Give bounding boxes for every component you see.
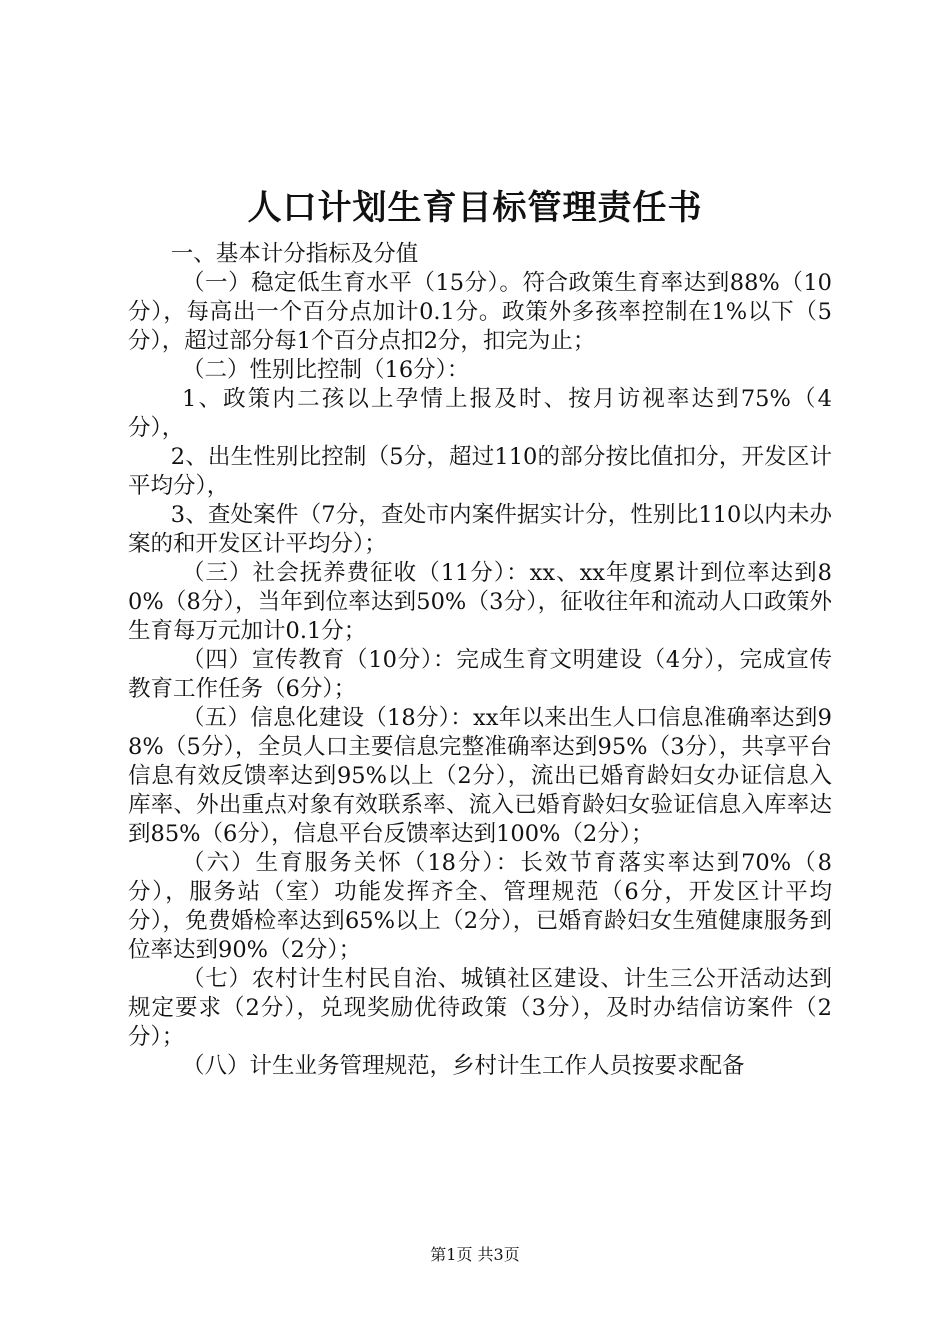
page-footer: 第1页 共3页: [430, 1245, 520, 1264]
paragraph-pregnancy-report: 1、政策内二孩以上孕情上报及时、按月访视率达到75%（4分），: [128, 386, 832, 441]
paragraph-birth-services: （六）生育服务关怀（18分）：长效节育落实率达到70%（8分），服务站（室）功能发挥齐全、管理规范（6分，开发区计平均分），免费婚检率达到65%以上（2分），已婚育龄妇女生殖健康服务到位率达到90%（2分）；: [128, 850, 832, 963]
paragraph-village-autonomy: （七）农村计生村民自治、城镇社区建设、计生三公开活动达到规定要求（2分），兑现奖励优待政策（3分），及时办结信访案件（2分）；: [128, 966, 832, 1050]
paragraph-birth-sex-ratio: 2、出生性别比控制（5分，超过110的部分按比值扣分，开发区计平均分），: [128, 444, 832, 499]
paragraph-social-fee: （三）社会抚养费征收（11分）：xx、xx年度累计到位率达到80%（8分），当年到位率达到50%（3分），征收往年和流动人口政策外生育每万元加计0.1分；: [128, 560, 832, 644]
document-body: [128, 240, 832, 1081]
paragraph-sex-ratio-heading: （二）性别比控制（16分）：: [182, 357, 470, 383]
section-heading-basic-scoring: 一、基本计分指标及分值: [170, 241, 419, 267]
paragraph-case-handling: 3、查处案件（7分，查处市内案件据实计分，性别比110以内未办案的和开发区计平均分）；: [128, 502, 832, 557]
document-title: 人口计划生育目标管理责任书: [247, 188, 703, 228]
paragraph-informatization: （五）信息化建设（18分）：xx年以来出生人口信息准确率达到98%（5分），全员人口主要信息完整准确率达到95%（3分），共享平台信息有效反馈率达到95%以上（2分），流出已婚育龄妇女办证信息入库率、外出重点对象有效联系率、流入已婚育龄妇女验证信息入库率达到85%（6分），信息平台反馈率达到100%（2分）；: [128, 705, 832, 847]
paragraph-publicity: （四）宣传教育（10分）：完成生育文明建设（4分），完成宣传教育工作任务（6分）；: [128, 647, 832, 702]
paragraph-management: （八）计生业务管理规范，乡村计生工作人员按要求配备: [182, 1053, 745, 1079]
paragraph-low-fertility: （一）稳定低生育水平（15分）。符合政策生育率达到88%（10分），每高出一个百分点加计0.1分。政策外多孩率控制在1%以下（5分），超过部分每1个百分点扣2分，扣完为止；: [128, 270, 832, 354]
